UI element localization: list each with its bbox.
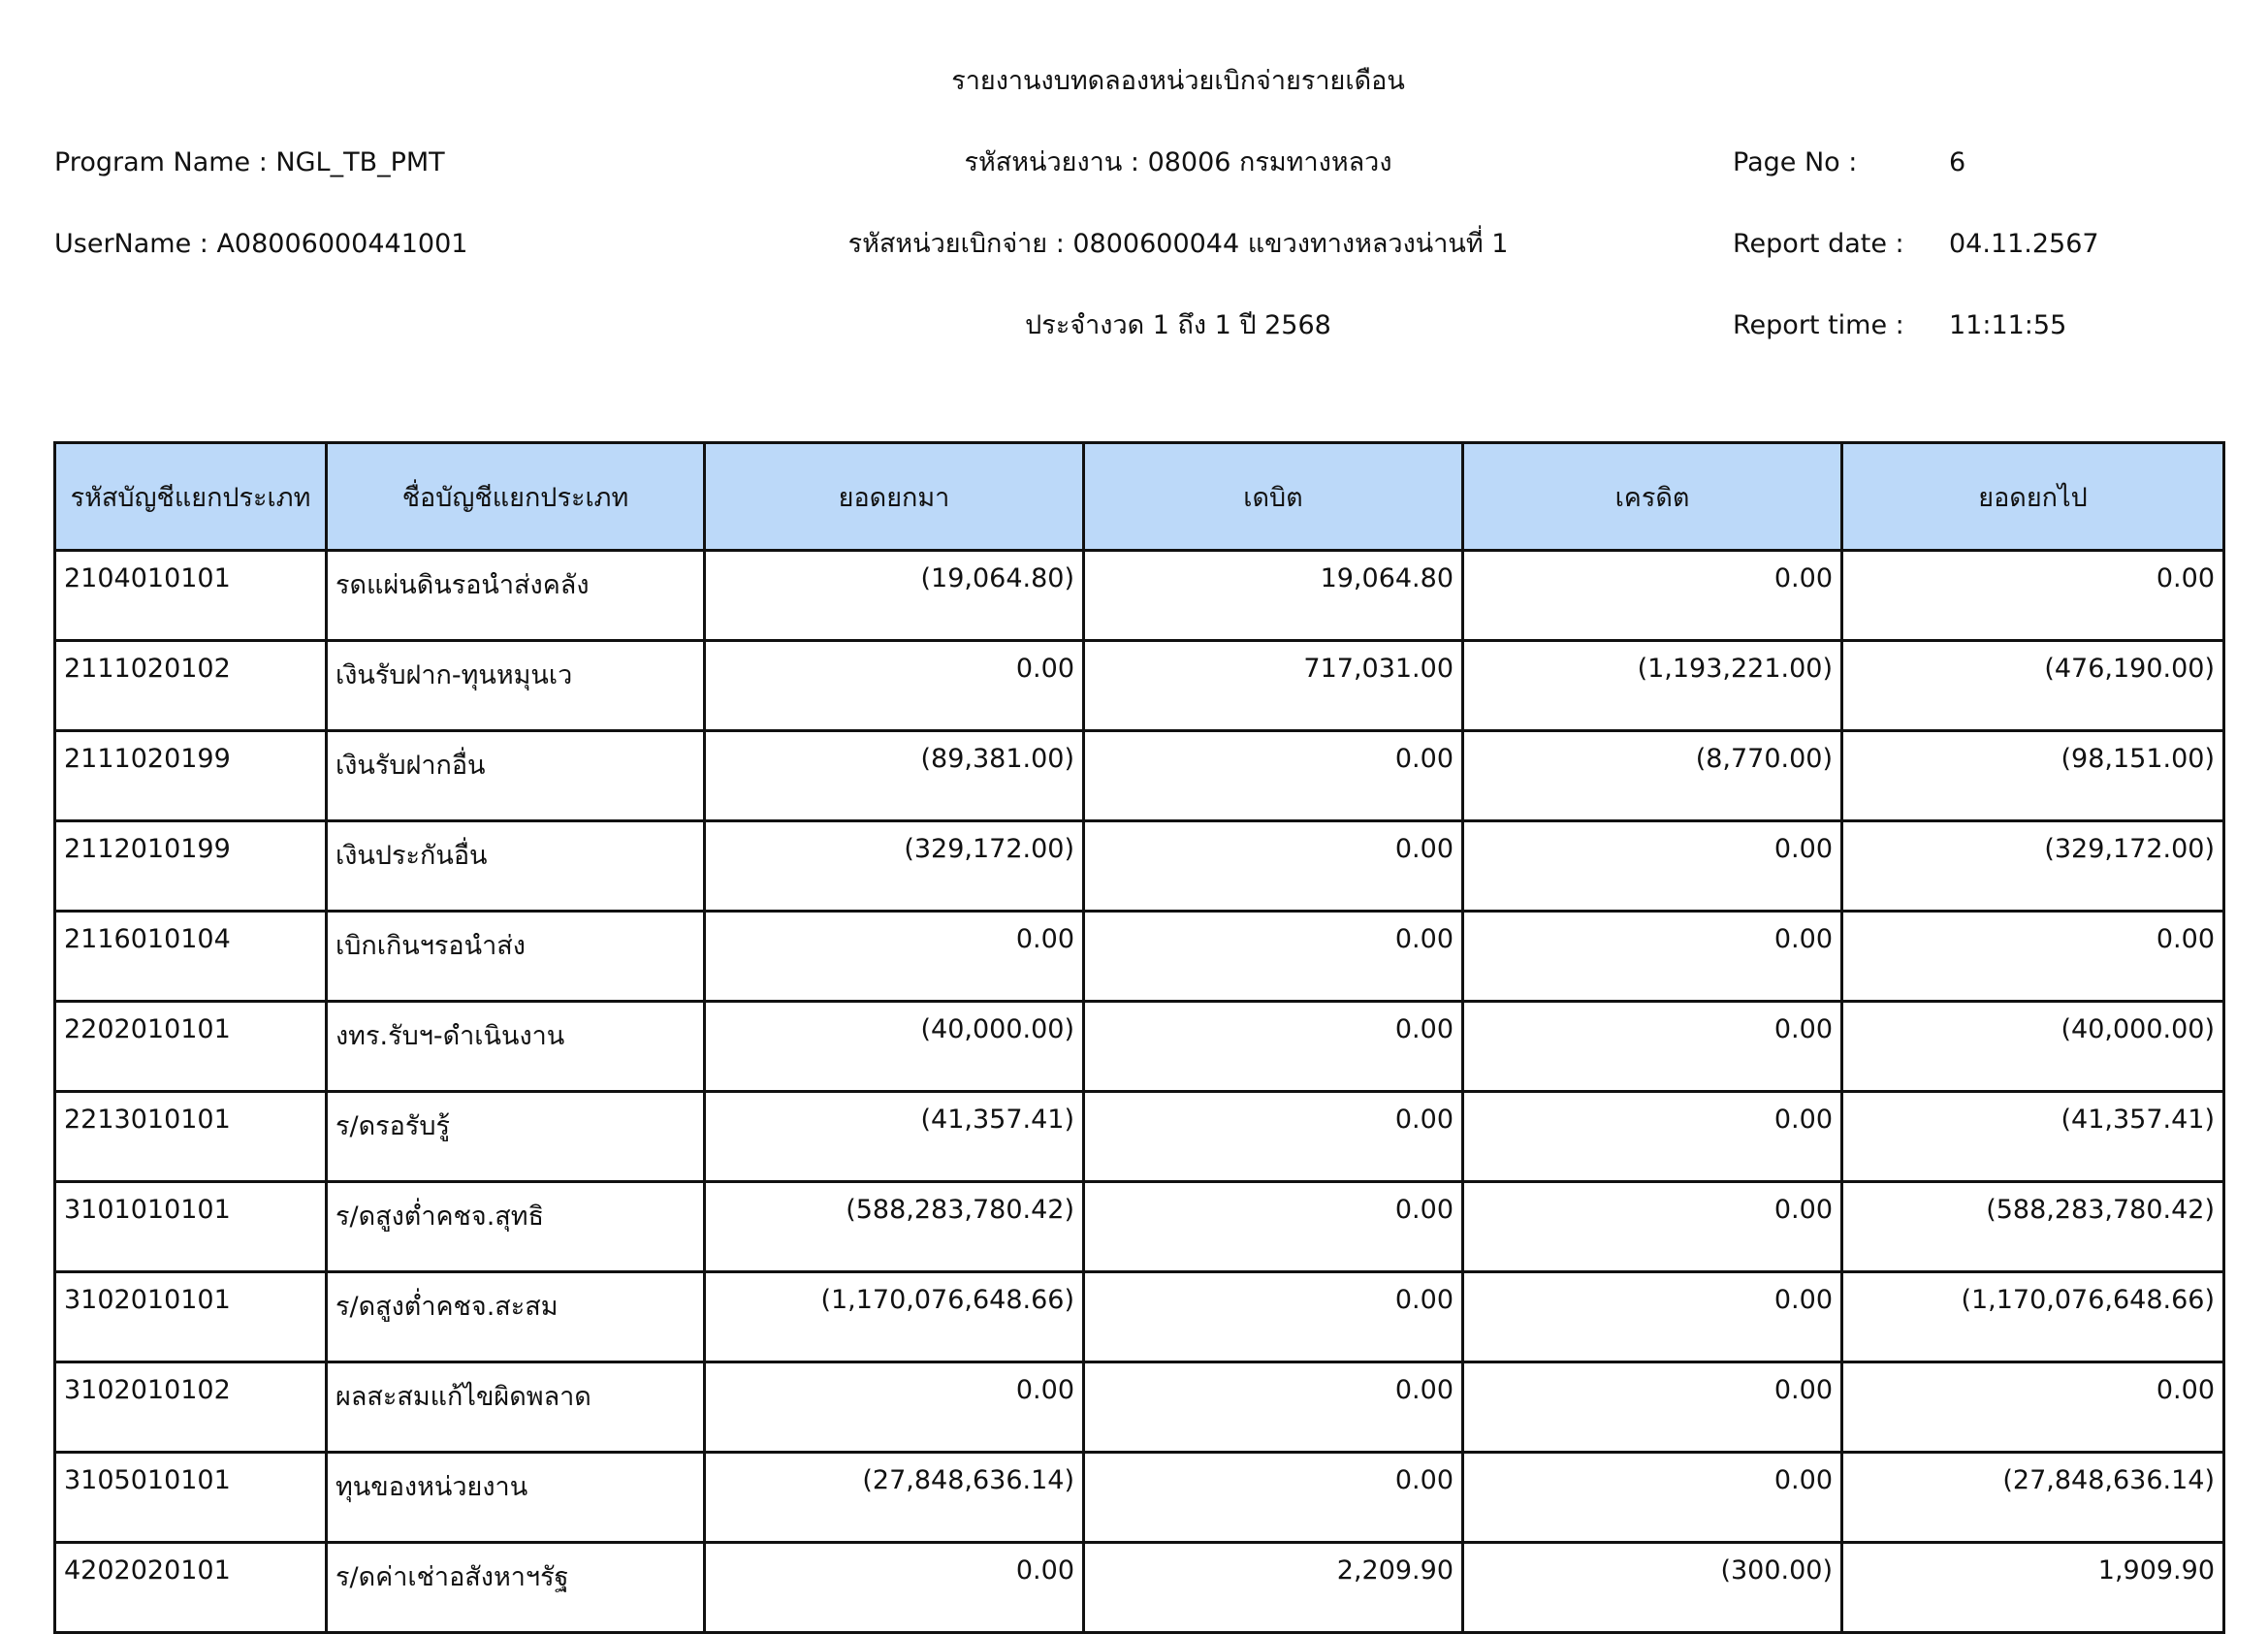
cell-credit: 0.00: [1463, 551, 1842, 641]
table-row: [55, 731, 2224, 821]
report-time: 11:11:55: [1949, 310, 2067, 340]
cell-debit: 0.00: [1084, 1092, 1463, 1182]
cell-debit: 0.00: [1084, 1362, 1463, 1453]
header-debit: เดบิต: [1084, 443, 1463, 551]
cell-account-name: เงินประกันอื่น: [327, 821, 705, 912]
cell-closing-balance: 0.00: [1842, 551, 2224, 641]
cell-debit: 0.00: [1084, 1002, 1463, 1092]
cell-credit: 0.00: [1463, 1002, 1842, 1092]
trial-balance-table: [53, 441, 2225, 1634]
table-row: [55, 1453, 2224, 1543]
cell-account-code: 2213010101: [55, 1092, 327, 1182]
table-row: [55, 551, 2224, 641]
cell-opening-balance: (41,357.41): [705, 1092, 1084, 1182]
table-header-row: [55, 443, 2224, 551]
cell-debit: 0.00: [1084, 1182, 1463, 1272]
page-no-label: Page No :: [1733, 147, 1858, 177]
cell-closing-balance: (329,172.00): [1842, 821, 2224, 912]
table-row: [55, 1182, 2224, 1272]
table-row: [55, 1362, 2224, 1453]
username: UserName : A08006000441001: [54, 229, 468, 259]
program-name: Program Name : NGL_TB_PMT: [54, 147, 445, 177]
cell-credit: 0.00: [1463, 1362, 1842, 1453]
report-time-label: Report time :: [1733, 310, 1904, 340]
cell-closing-balance: (27,848,636.14): [1842, 1453, 2224, 1543]
cell-closing-balance: (41,357.41): [1842, 1092, 2224, 1182]
cell-account-code: 3102010102: [55, 1362, 327, 1453]
cell-closing-balance: (588,283,780.42): [1842, 1182, 2224, 1272]
cell-debit: 0.00: [1084, 821, 1463, 912]
cell-account-name: เงินรับฝากอื่น: [327, 731, 705, 821]
cell-closing-balance: 1,909.90: [1842, 1543, 2224, 1633]
cell-opening-balance: (19,064.80): [705, 551, 1084, 641]
cell-account-code: 2202010101: [55, 1002, 327, 1092]
table-row: [55, 641, 2224, 731]
cell-account-name: ร/ดค่าเช่าอสังหาฯรัฐ: [327, 1543, 705, 1633]
cell-opening-balance: (588,283,780.42): [705, 1182, 1084, 1272]
cell-account-name: ร/ดรอรับรู้: [327, 1092, 705, 1182]
cell-opening-balance: (27,848,636.14): [705, 1453, 1084, 1543]
table-row: [55, 1092, 2224, 1182]
page-no: 6: [1949, 147, 1966, 177]
cell-debit: 19,064.80: [1084, 551, 1463, 641]
cell-credit: (1,193,221.00): [1463, 641, 1842, 731]
cell-credit: (8,770.00): [1463, 731, 1842, 821]
cell-debit: 0.00: [1084, 912, 1463, 1002]
cell-account-name: เบิกเกินฯรอนำส่ง: [327, 912, 705, 1002]
cell-opening-balance: 0.00: [705, 641, 1084, 731]
cell-account-name: ร/ดสูงต่ำคชจ.สุทธิ: [327, 1182, 705, 1272]
cell-account-name: เงินรับฝาก-ทุนหมุนเว: [327, 641, 705, 731]
cell-account-code: 3105010101: [55, 1453, 327, 1543]
header-account-code: รหัสบัญชีแยกประเภท: [55, 443, 327, 551]
cell-credit: 0.00: [1463, 1182, 1842, 1272]
cell-credit: 0.00: [1463, 821, 1842, 912]
cell-account-code: 2112010199: [55, 821, 327, 912]
cell-account-name: ร/ดสูงต่ำคชจ.สะสม: [327, 1272, 705, 1362]
disbursing-unit: รหัสหน่วยเบิกจ่าย : 0800600044 แขวงทางหลวงน่านที่ 1: [847, 229, 1509, 259]
cell-opening-balance: 0.00: [705, 912, 1084, 1002]
cell-opening-balance: (89,381.00): [705, 731, 1084, 821]
header-closing-balance: ยอดยกไป: [1842, 443, 2224, 551]
cell-credit: (300.00): [1463, 1543, 1842, 1633]
cell-opening-balance: (40,000.00): [705, 1002, 1084, 1092]
cell-closing-balance: 0.00: [1842, 912, 2224, 1002]
cell-account-code: 4202020101: [55, 1543, 327, 1633]
table-row: [55, 1543, 2224, 1633]
period: ประจำงวด 1 ถึง 1 ปี 2568: [1025, 310, 1331, 340]
cell-closing-balance: (1,170,076,648.66): [1842, 1272, 2224, 1362]
cell-debit: 0.00: [1084, 731, 1463, 821]
table-row: [55, 1272, 2224, 1362]
cell-account-code: 2111020102: [55, 641, 327, 731]
cell-account-code: 2104010101: [55, 551, 327, 641]
cell-opening-balance: 0.00: [705, 1543, 1084, 1633]
header-account-name: ชื่อบัญชีแยกประเภท: [327, 443, 705, 551]
cell-debit: 0.00: [1084, 1272, 1463, 1362]
cell-account-name: ผลสะสมแก้ไขผิดพลาด: [327, 1362, 705, 1453]
cell-credit: 0.00: [1463, 912, 1842, 1002]
table-row: [55, 821, 2224, 912]
header-opening-balance: ยอดยกมา: [705, 443, 1084, 551]
cell-closing-balance: (98,151.00): [1842, 731, 2224, 821]
cell-account-code: 2116010104: [55, 912, 327, 1002]
cell-account-code: 3102010101: [55, 1272, 327, 1362]
cell-account-name: ทุนของหน่วยงาน: [327, 1453, 705, 1543]
cell-debit: 2,209.90: [1084, 1543, 1463, 1633]
report-title: รายงานงบทดลองหน่วยเบิกจ่ายรายเดือน: [951, 66, 1405, 96]
agency-code: รหัสหน่วยงาน : 08006 กรมทางหลวง: [964, 147, 1392, 177]
cell-credit: 0.00: [1463, 1272, 1842, 1362]
cell-opening-balance: (1,170,076,648.66): [705, 1272, 1084, 1362]
cell-opening-balance: 0.00: [705, 1362, 1084, 1453]
cell-credit: 0.00: [1463, 1092, 1842, 1182]
cell-account-code: 3101010101: [55, 1182, 327, 1272]
table-row: [55, 912, 2224, 1002]
cell-closing-balance: (476,190.00): [1842, 641, 2224, 731]
cell-closing-balance: 0.00: [1842, 1362, 2224, 1453]
report-date-label: Report date :: [1733, 229, 1904, 259]
cell-closing-balance: (40,000.00): [1842, 1002, 2224, 1092]
table-row: [55, 1002, 2224, 1092]
report-date: 04.11.2567: [1949, 229, 2099, 259]
cell-credit: 0.00: [1463, 1453, 1842, 1543]
cell-opening-balance: (329,172.00): [705, 821, 1084, 912]
cell-account-name: รดแผ่นดินรอนำส่งคลัง: [327, 551, 705, 641]
cell-account-name: งทร.รับฯ-ดำเนินงาน: [327, 1002, 705, 1092]
cell-debit: 717,031.00: [1084, 641, 1463, 731]
cell-account-code: 2111020199: [55, 731, 327, 821]
header-credit: เครดิต: [1463, 443, 1842, 551]
cell-debit: 0.00: [1084, 1453, 1463, 1543]
